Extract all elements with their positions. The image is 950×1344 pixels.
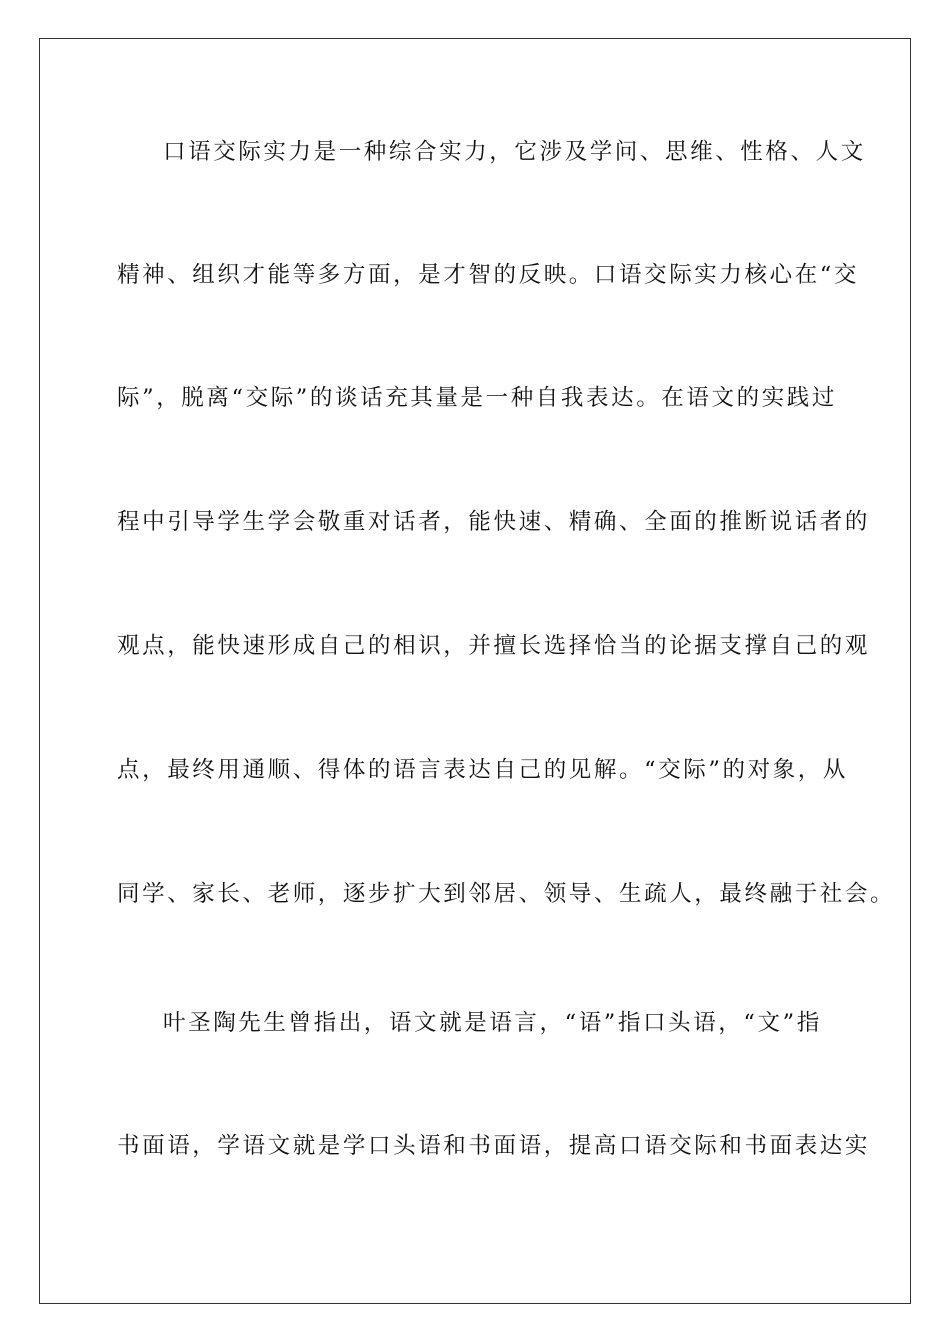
- paragraph-1-line-6: 点，最终用通顺、得体的语言表达自己的见解。“交际”的对象，从: [117, 757, 849, 783]
- paragraph-1-line-3: 际”，脱离“交际”的谈话充其量是一种自我表达。在语文的实践过: [117, 385, 838, 411]
- page-border: [39, 38, 911, 1304]
- paragraph-2-line-2: 书面语，学语文就是学口头语和书面语，提高口语交际和书面表达实: [117, 1133, 871, 1159]
- paragraph-2-line-1: 叶圣陶先生曾指出，语文就是语言，“语”指口头语，“文”指: [163, 1010, 822, 1036]
- paragraph-1-line-4: 程中引导学生学会敬重对话者，能快速、精确、全面的推断说话者的: [117, 509, 871, 535]
- paragraph-1-line-5: 观点，能快速形成自己的相识，并擅长选择恰当的论据支撑自己的观: [117, 633, 871, 659]
- paragraph-1-line-2: 精神、组织才能等多方面，是才智的反映。口语交际实力核心在“交: [117, 262, 860, 288]
- paragraph-1-line-7: 同学、家长、老师，逐步扩大到邻居、领导、生疏人，最终融于社会。: [117, 881, 896, 907]
- paragraph-1-line-1: 口语交际实力是一种综合实力，它涉及学问、思维、性格、人文: [163, 139, 866, 165]
